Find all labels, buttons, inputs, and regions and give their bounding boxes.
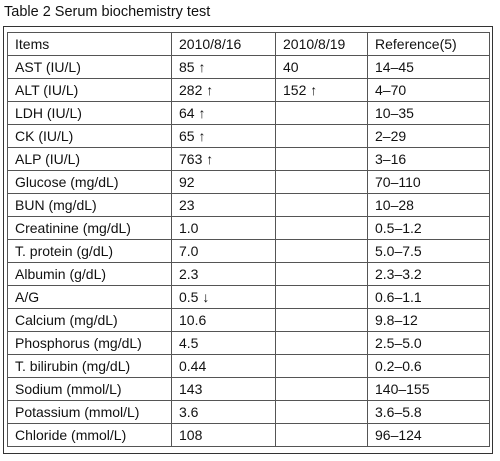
- reference-cell: 10–28: [368, 194, 490, 217]
- table-row: [8, 194, 490, 217]
- value-cell: 10.6: [172, 309, 276, 332]
- table-row: [8, 148, 490, 171]
- reference-cell: 5.0–7.5: [368, 240, 490, 263]
- value-cell: 23: [172, 194, 276, 217]
- value-cell: 85 ↑: [172, 56, 276, 79]
- table-row: [8, 102, 490, 125]
- reference-cell: 2–29: [368, 125, 490, 148]
- value-cell: 64 ↑: [172, 102, 276, 125]
- item-cell: Sodium (mmol/L): [8, 378, 172, 401]
- value-cell: 143: [172, 378, 276, 401]
- value-cell: 1.0: [172, 217, 276, 240]
- value-cell: [276, 240, 368, 263]
- reference-cell: 4–70: [368, 79, 490, 102]
- value-cell: [276, 286, 368, 309]
- header-row: [8, 33, 490, 56]
- value-cell: 40: [276, 56, 368, 79]
- serum-biochemistry-table: [7, 32, 490, 447]
- reference-cell: 0.5–1.2: [368, 217, 490, 240]
- table-row: [8, 263, 490, 286]
- value-cell: [276, 171, 368, 194]
- item-cell: ALP (IU/L): [8, 148, 172, 171]
- value-cell: 7.0: [172, 240, 276, 263]
- value-cell: 3.6: [172, 401, 276, 424]
- value-cell: [276, 148, 368, 171]
- item-cell: LDH (IU/L): [8, 102, 172, 125]
- value-cell: [276, 378, 368, 401]
- value-cell: 152 ↑: [276, 79, 368, 102]
- table-row: [8, 355, 490, 378]
- item-cell: T. protein (g/dL): [8, 240, 172, 263]
- value-cell: 282 ↑: [172, 79, 276, 102]
- item-cell: ALT (IU/L): [8, 79, 172, 102]
- value-cell: [276, 309, 368, 332]
- reference-cell: 2.5–5.0: [368, 332, 490, 355]
- table-row: [8, 240, 490, 263]
- table-row: [8, 125, 490, 148]
- value-cell: 0.5 ↓: [172, 286, 276, 309]
- value-cell: [276, 332, 368, 355]
- reference-cell: 2.3–3.2: [368, 263, 490, 286]
- reference-cell: 14–45: [368, 56, 490, 79]
- item-cell: CK (IU/L): [8, 125, 172, 148]
- item-cell: AST (IU/L): [8, 56, 172, 79]
- table-row: [8, 79, 490, 102]
- table-row: [8, 217, 490, 240]
- table-row: [8, 401, 490, 424]
- header-date-1: 2010/8/16: [172, 33, 276, 56]
- value-cell: 4.5: [172, 332, 276, 355]
- item-cell: Chloride (mmol/L): [8, 424, 172, 447]
- item-cell: Phosphorus (mg/dL): [8, 332, 172, 355]
- header-items: Items: [8, 33, 172, 56]
- value-cell: [276, 194, 368, 217]
- item-cell: Creatinine (mg/dL): [8, 217, 172, 240]
- value-cell: 763 ↑: [172, 148, 276, 171]
- item-cell: Calcium (mg/dL): [8, 309, 172, 332]
- value-cell: 0.44: [172, 355, 276, 378]
- table-caption: Table 2 Serum biochemistry test: [4, 4, 211, 20]
- table-row: [8, 424, 490, 447]
- item-cell: Albumin (g/dL): [8, 263, 172, 286]
- reference-cell: 70–110: [368, 171, 490, 194]
- table-row: [8, 378, 490, 401]
- value-cell: 92: [172, 171, 276, 194]
- item-cell: Glucose (mg/dL): [8, 171, 172, 194]
- value-cell: [276, 102, 368, 125]
- item-cell: Potassium (mmol/L): [8, 401, 172, 424]
- value-cell: [276, 125, 368, 148]
- item-cell: BUN (mg/dL): [8, 194, 172, 217]
- header-reference: Reference(5): [368, 33, 490, 56]
- header-date-2: 2010/8/19: [276, 33, 368, 56]
- reference-cell: 0.2–0.6: [368, 355, 490, 378]
- value-cell: [276, 401, 368, 424]
- table-row: [8, 332, 490, 355]
- reference-cell: 96–124: [368, 424, 490, 447]
- table-row: [8, 56, 490, 79]
- value-cell: 2.3: [172, 263, 276, 286]
- reference-cell: 3–16: [368, 148, 490, 171]
- value-cell: 108: [172, 424, 276, 447]
- table-row: [8, 286, 490, 309]
- value-cell: 65 ↑: [172, 125, 276, 148]
- reference-cell: 10–35: [368, 102, 490, 125]
- reference-cell: 140–155: [368, 378, 490, 401]
- item-cell: T. bilirubin (mg/dL): [8, 355, 172, 378]
- value-cell: [276, 263, 368, 286]
- table-row: [8, 171, 490, 194]
- item-cell: A/G: [8, 286, 172, 309]
- reference-cell: 0.6–1.1: [368, 286, 490, 309]
- value-cell: [276, 424, 368, 447]
- value-cell: [276, 217, 368, 240]
- reference-cell: 9.8–12: [368, 309, 490, 332]
- reference-cell: 3.6–5.8: [368, 401, 490, 424]
- value-cell: [276, 355, 368, 378]
- table-row: [8, 309, 490, 332]
